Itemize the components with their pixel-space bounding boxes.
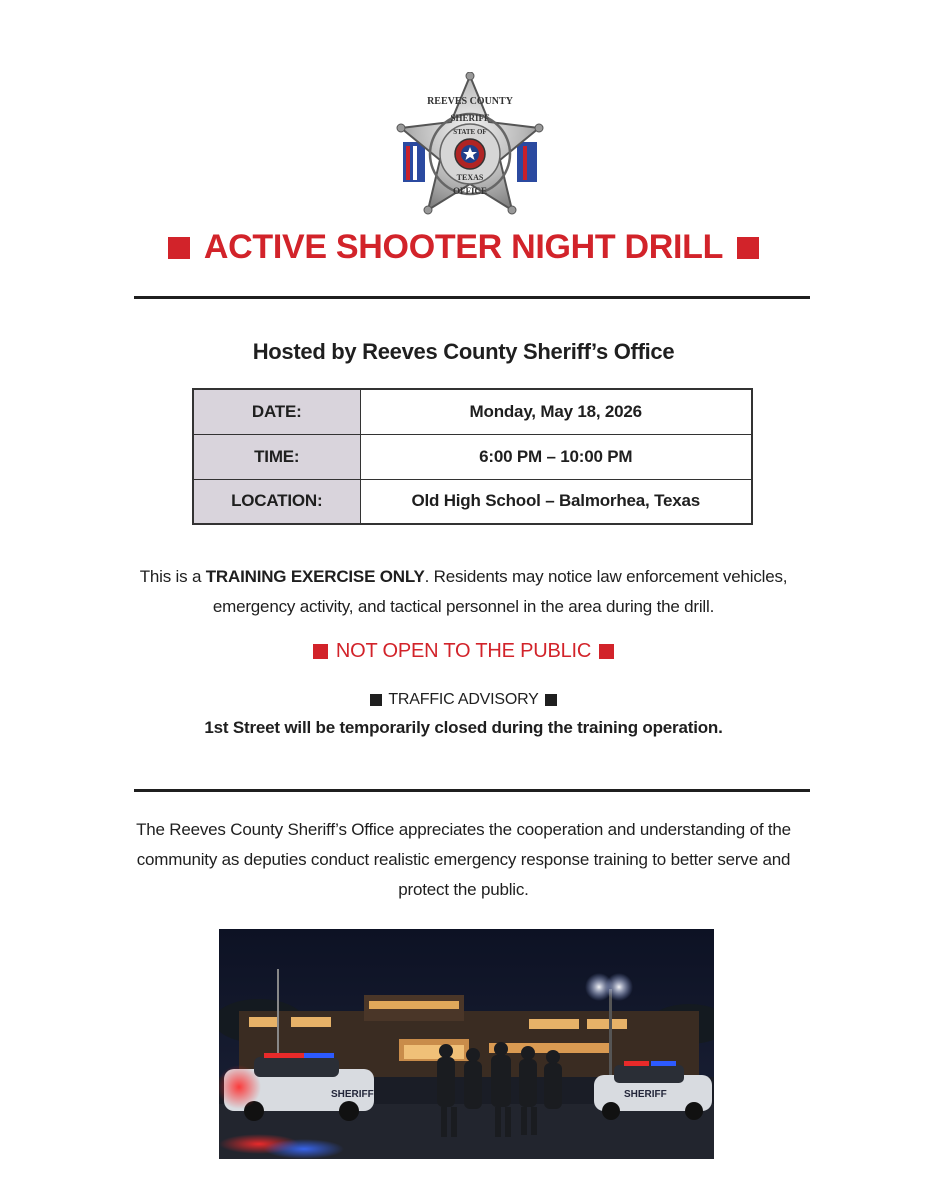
black-square-icon [370,694,382,706]
sheriff-star-badge-icon [389,72,551,224]
date-value: Monday, May 18, 2026 [360,389,752,434]
page-title [0,228,927,267]
badge-text-office: OFFICE [452,186,488,196]
traffic-advisory-heading [0,691,927,709]
notice-prefix: This is a [139,567,206,586]
traffic-heading-text: TRAFFIC ADVISORY [388,691,539,708]
red-square-icon [599,644,614,659]
training-notice [110,562,817,622]
vehicle-label: SHERIFF [331,1089,374,1100]
red-square-icon [313,644,328,659]
not-open-text: NOT OPEN TO THE PUBLIC [335,640,592,662]
table-row [193,479,752,524]
closing-paragraph: The Reeves County Sheriff’s Office appreciates the cooperation and understanding of the community as deputies conduct realistic emergency response training to better serve and protect the public. [136,820,791,899]
table-row [193,389,752,434]
divider [134,296,810,299]
host-heading: Hosted by Reeves County Sheriff’s Office [252,339,675,364]
notice-emphasis: TRAINING EXERCISE ONLY [205,567,425,586]
badge-text-sheriff: SHERIFF [450,113,490,123]
vehicle-label: SHERIFF [624,1089,667,1100]
table-row [193,434,752,479]
time-label: TIME: [193,434,360,479]
road-closure-text: 1st Street will be temporarily closed during the training operation. [204,718,723,737]
time-value: 6:00 PM – 10:00 PM [360,434,752,479]
night-police-scene-photo [219,929,714,1159]
location-value: Old High School – Balmorhea, Texas [360,479,752,524]
badge-text-state: STATE OF [453,128,487,136]
date-label: DATE: [193,389,360,434]
badge-text-county: REEVES COUNTY [427,96,513,107]
event-details-table [192,388,753,525]
location-label: LOCATION: [193,479,360,524]
divider [134,789,810,792]
red-square-icon [737,237,759,259]
red-square-icon [168,237,190,259]
badge-text-texas: TEXAS [456,173,484,182]
black-square-icon [545,694,557,706]
notice-suffix: . Residents may notice law enforcement vehicles, emergency activity, and tactical personnel in the area during the drill. [212,567,788,616]
page-title-text: ACTIVE SHOOTER NIGHT DRILL [203,228,724,266]
not-open-banner [0,640,927,663]
